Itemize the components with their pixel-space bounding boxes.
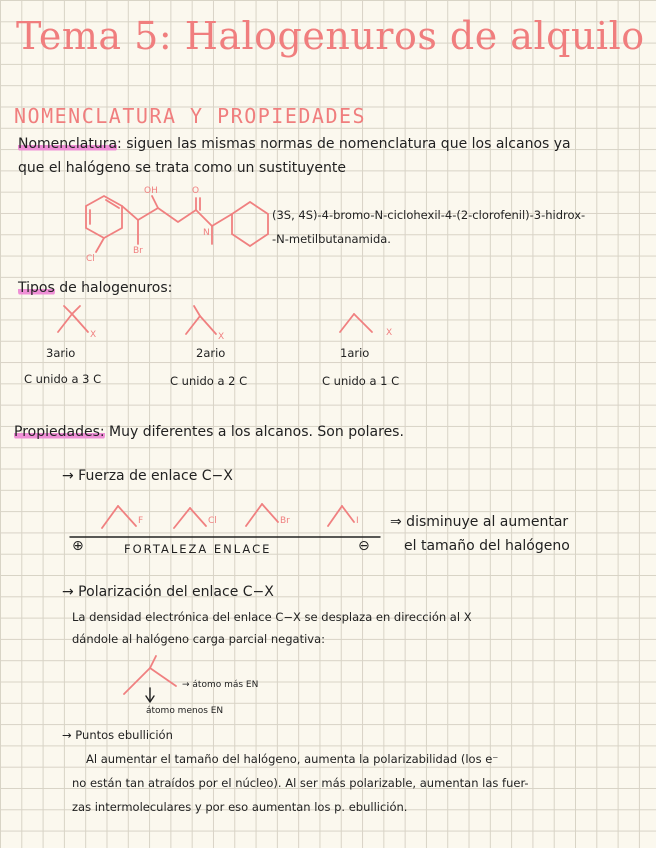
tipo-3-grade: 3ario	[46, 346, 76, 360]
more-en-label: → átomo más EN	[182, 680, 259, 690]
tipo-1-x: X	[386, 328, 393, 338]
halogen-br: Br	[280, 516, 290, 526]
propiedades-text: Muy diferentes a los alcanos. Son polares.	[104, 424, 404, 440]
halogen-i: I	[356, 516, 359, 526]
tipo-3-x: X	[90, 330, 97, 340]
fuerza-heading: → Fuerza de enlace C−X	[62, 468, 233, 484]
fuerza-note-2: el tamaño del halógeno	[404, 538, 570, 554]
atom-oh: OH	[144, 186, 158, 196]
fuerza-note-1: ⇒ disminuye al aumentar	[390, 514, 569, 530]
less-en-label: átomo menos EN	[146, 706, 224, 716]
halogen-cl: Cl	[208, 516, 217, 526]
propiedades-label: Propiedades:	[14, 424, 105, 440]
ebullicion-text-1: Al aumentar el tamaño del halógeno, aumenta la polarizabilidad (los e⁻	[86, 752, 499, 766]
iupac-name-line-1: (3S, 4S)-4-bromo-N-ciclohexil-4-(2-clorofenil)-3-hidrox-	[272, 208, 586, 222]
polarizacion-text-1: La densidad electrónica del enlace C−X se desplaza en dirección al X	[72, 610, 472, 624]
nomenclatura-text-2: que el halógeno se trata como un sustituyente	[18, 160, 346, 176]
halogen-f: F	[138, 516, 144, 526]
atom-o: O	[192, 186, 200, 196]
ebullicion-text-3: zas intermoleculares y por eso aumentan los p. ebullición.	[72, 800, 408, 814]
minus-sign: ⊖	[358, 538, 370, 554]
nomenclatura-text-1: : siguen las mismas normas de nomenclatura que los alcanos ya	[117, 136, 571, 152]
atom-br: Br	[133, 246, 143, 256]
fortaleza-axis-label: FORTALEZA ENLACE	[124, 542, 272, 556]
tipos-text: de halogenuros:	[54, 280, 173, 296]
iupac-name-line-2: -N-metilbutanamida.	[272, 232, 391, 246]
nomenclatura-label: Nomenclatura	[18, 136, 118, 152]
tipo-2-desc: C unido a 2 C	[170, 374, 248, 388]
polarizacion-heading: → Polarización del enlace C−X	[62, 584, 274, 600]
tipo-2-x: X	[218, 332, 225, 342]
tipo-2-grade: 2ario	[196, 346, 226, 360]
plus-sign: ⊕	[72, 538, 84, 554]
ebullicion-heading: → Puntos ebullición	[62, 728, 173, 742]
polarizacion-text-2: dándole al halógeno carga parcial negativa:	[72, 632, 325, 646]
tipo-3-desc: C unido a 3 C	[24, 372, 102, 386]
ebullicion-text-2: no están tan atraídos por el núcleo). Al ser más polarizable, aumentan las fuer-	[72, 776, 529, 790]
atom-n: N	[203, 228, 210, 238]
tipos-label: Tipos	[18, 280, 55, 296]
section-heading: NOMENCLATURA Y PROPIEDADES	[14, 104, 367, 128]
tipo-1-grade: 1ario	[340, 346, 370, 360]
page-title: Tema 5: Halogenuros de alquilo	[16, 14, 645, 58]
tipo-1-desc: C unido a 1 C	[322, 374, 400, 388]
atom-cl: Cl	[86, 254, 95, 264]
